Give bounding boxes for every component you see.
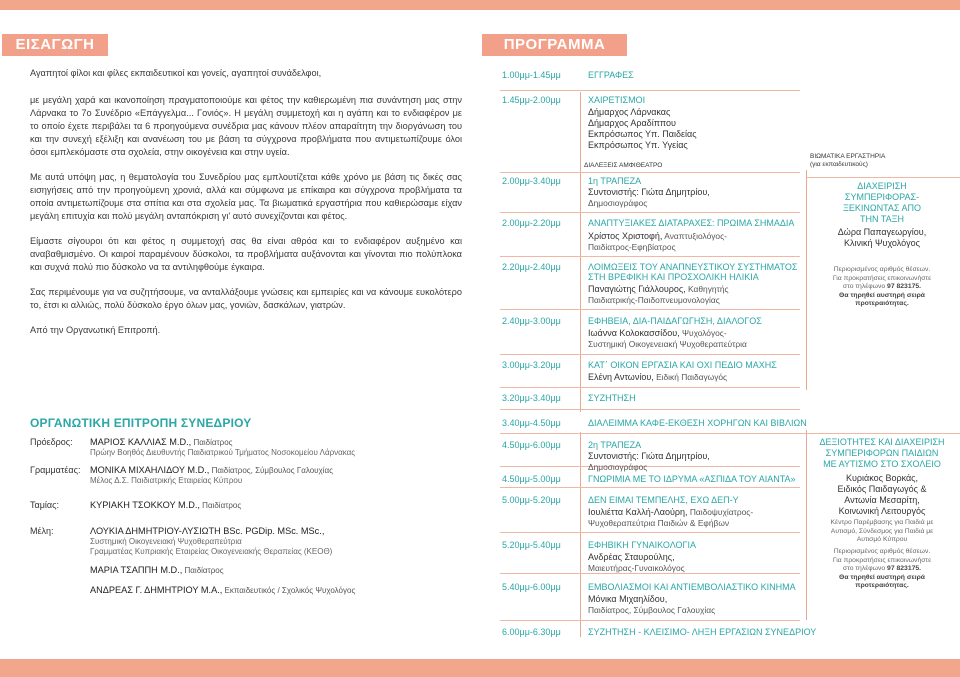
org-name: ΚΥΡΙΑΚΗ ΤΣΟΚΚΟΥ M.D., [90, 500, 200, 510]
org-title: Εκπαιδευτικός / Σχολικός Ψυχολόγος [222, 586, 356, 595]
timeline-divider [580, 92, 581, 412]
note-line: Περιορισμένος αριθμός θέσεων. [833, 266, 931, 273]
org-member-2 [30, 565, 470, 577]
workshop-divider [806, 430, 807, 620]
session-time: 4.50μμ-5.00μμ [502, 474, 561, 484]
session-details [588, 328, 747, 350]
row-separator [500, 172, 800, 173]
speaker-name: Ιουλιέττα Καλλή-Λαούρη, [588, 507, 688, 517]
note-line: Για προκρατήσεις επικοινωνήστε [832, 274, 932, 282]
session-title: ΕΦΗΒΙΚΗ ΓΥΝΑΙΚΟΛΟΓΙΑ [588, 540, 696, 550]
session-time: 1.00μμ-1.45μμ [502, 70, 561, 80]
speaker-name: Ανδρέας Σταυρούλης, [588, 552, 675, 562]
row-separator [500, 620, 800, 621]
intro-paragraph-3: Είμαστε σίγουροι ότι και φέτος η συμμετοχή σας θα είναι αθρόα και το ενδιαφέρον αυξημένο και αναβαθμισμένο. Οι καιροί παραμένουν δύσκολοι, τα προβλήματα αυξάνονται και γίνονται πιο πολύπλοκα και συχνά πολύ πιο δύσκολο να τα αντιληφθούμε έγκαιρα. [30, 236, 462, 272]
org-subtitle: Συστημική Οικογενειακή Ψυχοθεραπεύτρια [90, 537, 242, 546]
org-subtitle: Πρώην Βοηθός Διευθυντής Παιδιατρικού Τμήματος Νοσοκομείου Λάρνακας [90, 448, 356, 457]
session-time: 3.20μμ-3.40μμ [502, 393, 561, 403]
note-line: Περιορισμένος αριθμός θέσεων. [833, 548, 931, 555]
session-title: 2η ΤΡΑΠΕΖΑ [588, 440, 642, 450]
session-title: ΔΙΑΛΕΙΜΜΑ ΚΑΦΕ-ΕΚΘΕΣΗ ΧΟΡΗΓΩΝ ΚΑΙ ΒΙΒΛΙΩΝ [588, 418, 807, 428]
program-schedule [500, 0, 960, 677]
speaker-name: Κυριάκος Βορκάς, [845, 473, 919, 483]
speaker-title: Αναπτυξιολόγος- [662, 231, 727, 241]
note-line: προτεραιότητας. [855, 582, 909, 590]
session-details [588, 552, 685, 574]
session-details [588, 187, 710, 209]
session-title-cont: ΣΤΗ ΒΡΕΦΙΚΗ ΚΑΙ ΠΡΟΣΧΟΛΙΚΗ ΗΛΙΚΙΑ [588, 272, 759, 282]
org-title: Παιδίατρος [199, 501, 242, 510]
session-time: 3.00μμ-3.20μμ [502, 360, 561, 370]
row-separator [500, 256, 800, 257]
org-chair [30, 437, 470, 459]
session-time: 5.20μμ-5.40μμ [502, 540, 561, 550]
session-title: 1η ΤΡΑΠΕΖΑ [588, 176, 642, 186]
org-role: Ταμίας: [30, 500, 59, 510]
session-time: 2.40μμ-3.00μμ [502, 316, 561, 326]
org-name: ΜΟΝΙΚΑ ΜΙΧΑΗΛΙΔΟΥ M.D., [90, 465, 210, 475]
amphitheatre-heading: ΔΙΑΛΕΞΕΙΣ ΑΜΦΙΘΕΑΤΡΟ [584, 162, 663, 169]
speaker-title: Ειδικός Παιδαγωγός & [837, 484, 927, 494]
speaker-title: Μαιευτήρας-Γυναικολόγος [588, 563, 685, 573]
session-line: Εκπρόσωπος Υπ. Υγείας [588, 140, 688, 150]
session-title: ΑΝΑΠΤΥΞΙΑΚΕΣ ΔΙΑΤΑΡΑΧΕΣ: ΠΡΩΙΜΑ ΣΗΜΑΔΙΑ [588, 218, 795, 228]
session-line: Δήμαρχος Αραδίππου [588, 118, 676, 128]
org-name: ΜΑΡΙΟΣ ΚΑΛΛΙΑΣ M.D., [90, 437, 192, 447]
workshop-1-title [812, 181, 952, 225]
session-line: Συντονιστής: Γιώτα Δημητρίου, [588, 451, 710, 461]
intro-signature: Από την Οργανωτική Επιτροπή. [30, 325, 161, 335]
workshop-title-line: ΤΗΝ ΤΑΞΗ [859, 214, 904, 224]
session-time: 2.00μμ-2.20μμ [502, 218, 561, 228]
org-role: Γραμματέας: [30, 465, 81, 475]
speaker-name: Ιωάννα Κολοκασσίδου, [588, 328, 680, 338]
row-separator [500, 354, 800, 355]
session-line: Συντονιστής: Γιώτα Δημητρίου, [588, 187, 710, 197]
session-details [588, 507, 753, 529]
speaker-title: Ψυχολόγος- [679, 328, 727, 338]
session-time: 5.40μμ-6.00μμ [502, 582, 561, 592]
session-line: Δήμαρχος Λάρνακας [588, 107, 671, 117]
row-separator [500, 309, 800, 310]
speaker-title: Συστημική Οικογενειακή Ψυχοθεραπεύτρια [588, 339, 747, 349]
session-title: ΧΑΙΡΕΤΙΣΜΟΙ [588, 95, 646, 105]
phone-number: 97 823175. [887, 565, 922, 573]
workshop-title-line: ΣΥΜΠΕΡΙΦΟΡΑΣ- [844, 192, 920, 202]
session-details [588, 284, 729, 306]
session-title: ΕΓΓΡΑΦΕΣ [588, 70, 634, 80]
bottom-decor-bar [0, 659, 960, 677]
workshop-1-speaker [812, 227, 952, 249]
program-heading: ΠΡΟΓΡΑΜΜΑ [482, 34, 627, 56]
row-separator [806, 177, 960, 178]
org-name: ΜΑΡΙΑ ΤΣΑΠΠΗ M.D., [90, 565, 183, 575]
workshop-title-line: ΔΕΞΙΟΤΗΤΕΣ ΚΑΙ ΔΙΑΧΕΙΡΙΣΗ [819, 437, 945, 447]
speaker-name: Χρίστος Χριστοφή, [588, 231, 663, 241]
intro-paragraph-4: Σας περιμένουμε για να συζητήσουμε, να ανταλλάξουμε γνώσεις και εμπειρίες και να κάνουμε ευκολότερο το, έτσι κι αλλιώς, πολύ δύσκολο έργο όλων μας, γονιών, δασκάλων, γιατρών. [30, 287, 462, 310]
speaker-title: Ειδική Παιδαγωγός [653, 372, 728, 382]
session-details [588, 231, 727, 253]
workshop-2-org [810, 519, 954, 545]
note-line: στο τηλέφωνο [842, 565, 888, 573]
session-line: Εκπρόσωπος Υπ. Παιδείας [588, 129, 697, 139]
session-line: Δημοσιογράφος [588, 198, 648, 208]
workshops-heading: ΒΙΩΜΑΤΙΚΑ ΕΡΓΑΣΤΗΡΙΑ [810, 153, 886, 160]
org-member-1 [30, 526, 470, 558]
speaker-title: Παιδίατρος, Σύμβουλος Γαλουχίας [588, 605, 716, 615]
session-line: Δημοσιογράφος [588, 462, 648, 472]
speaker-title: Καθηγητής [685, 284, 729, 294]
session-details [588, 594, 715, 616]
org-name: ΛΟΥΚΙΑ ΔΗΜΗΤΡΙΟΥ-ΛΥΣΙΩΤΗ BSc. PGDip. MSc. MSc., [90, 526, 325, 536]
session-details [588, 107, 697, 151]
session-time: 3.40μμ-4.50μμ [502, 418, 561, 428]
session-title: ΛΟΙΜΩΞΕΙΣ ΤΟΥ ΑΝΑΠΝΕΥΣΤΙΚΟΥ ΣΥΣΤΗΜΑΤΟΣ [588, 262, 798, 272]
note-line: στο τηλέφωνο [842, 283, 888, 291]
note-line: Αυτισμό, Σύνδεσμος για Παιδιά με [830, 527, 934, 535]
workshop-title-line: ΜΕ ΑΥΤΙΣΜΟ ΣΤΟ ΣΧΟΛΕΙΟ [823, 459, 941, 469]
row-separator [500, 487, 800, 488]
speaker-name: Δώρα Παπαγεωργίου, [837, 227, 927, 237]
speaker-title: Παιδοψυχίατρος- [687, 507, 754, 517]
speaker-title: Παιδίατρος-Εφηβίατρος [588, 242, 676, 252]
timeline-divider [580, 432, 581, 637]
intro-paragraph-1: με μεγάλη χαρά και ικανοποίηση πραγματοποιούμε και φέτος την καθιερωμένη πια συνάντηση μας στην Λάρνακα το 7ο Συνέδριο «Επάγγελμα... Γονιός». Η μεγάλη συμμετοχή και η αγάπη και το ενδιαφέρον με το οποίο έχετε περιβάλει τα 6 προηγούμενα συνέδρια μας κάνουν πλέον απαραίτητη την διοργάνωση του και την συνεχή εξέλιξη και ανανέωση του με βάση τα σύγχρονα προβλήματα που αντιμετωπίζουμε όλοι όσοι εμπλεκόμαστε στα σχολεία, στην οικογένεια και στην υγεία. [30, 95, 462, 157]
intro-heading: ΕΙΣΑΓΩΓΗ [2, 34, 108, 56]
org-title: Παιδίατρος [182, 566, 224, 575]
session-title: ΣΥΖΗΤΗΣΗ - ΚΛΕΙΣΙΜΟ- ΛΗΞΗ ΕΡΓΑΣΙΩΝ ΣΥΝΕΔΡΙΟΥ [588, 627, 817, 637]
workshops-subheading: (για εκπαιδευτικούς) [810, 161, 868, 168]
session-time: 5.00μμ-5.20μμ [502, 495, 561, 505]
org-subtitle: Γραμματέας Κυπριακής Εταιρείας Οικογενειακής Θεραπείας (ΚΕΟΘ) [90, 547, 333, 556]
org-title: Παιδίατρος, Σύμβουλος Γαλουχίας [209, 466, 334, 475]
workshop-title-line: ΣΥΜΠΕΡΙΦΟΡΩΝ ΠΑΙΔΙΩΝ [825, 448, 939, 458]
session-time: 2.00μμ-3.40μμ [502, 176, 561, 186]
workshop-2-speakers [812, 473, 952, 517]
workshop-2-title [812, 437, 952, 470]
workshop-title-line: ΔΙΑΧΕΙΡΙΣΗ [857, 181, 907, 191]
session-time: 2.20μμ-2.40μμ [502, 262, 561, 272]
org-treasurer [30, 500, 470, 512]
speaker-name: Ελένη Αντωνίου, [588, 372, 654, 382]
org-title: Παιδίατρος [191, 438, 233, 447]
speaker-name: Παναγιώτης Γιάλλουρος, [588, 284, 686, 294]
row-separator [500, 532, 800, 533]
session-title: ΔΕΝ ΕΙΜΑΙ ΤΕΜΠΕΛΗΣ, ΕΧΩ ΔΕΠ-Υ [588, 495, 739, 505]
session-title: ΣΥΖΗΤΗΣΗ [588, 393, 636, 403]
org-role: Πρόεδρος: [30, 437, 73, 447]
note-line: Θα τηρηθεί αυστηρή σειρά [839, 573, 925, 581]
speaker-title: Κλινική Ψυχολόγος [844, 238, 920, 248]
org-committee-title: ΟΡΓΑΝΩΤΙΚΗ ΕΠΙΤΡΟΠΗ ΣΥΝΕΔΡΙΟΥ [30, 416, 252, 430]
speaker-name: Μόνικα Μιχαηλίδου, [588, 594, 668, 604]
speaker-title: Κοινωνική Λειτουργός [838, 506, 926, 516]
intro-text [30, 67, 462, 349]
row-separator [500, 409, 800, 410]
note-line: Θα τηρηθεί αυστηρή σειρά [839, 291, 925, 299]
note-line: προτεραιότητας. [855, 300, 909, 308]
row-separator [500, 387, 800, 388]
workshop-2-note [810, 548, 954, 591]
workshop-1-note [810, 266, 954, 309]
workshop-divider [806, 170, 807, 390]
speaker-name: Αντωνία Μεσαρίτη, [844, 495, 920, 505]
session-time: 1.45μμ-2.00μμ [502, 95, 561, 105]
session-time: 6.00μμ-6.30μμ [502, 627, 561, 637]
session-details [588, 451, 710, 473]
row-separator [500, 433, 960, 434]
org-subtitle: Μέλος Δ.Σ. Παιδιατρικής Εταιρείας Κύπρου [90, 476, 243, 485]
row-separator [500, 90, 800, 91]
phone-number: 97 823175. [887, 283, 922, 291]
session-title: ΕΦΗΒΕΙΑ, ΔΙΑ-ΠΑΙΔΑΓΩΓΗΣΗ, ΔΙΑΛΟΓΟΣ [588, 316, 762, 326]
org-name: ΑΝΔΡΕΑΣ Γ. ΔΗΜΗΤΡΙΟΥ M.A., [90, 585, 223, 595]
row-separator [500, 212, 800, 213]
note-line: Για προκρατήσεις επικοινωνήστε [832, 556, 932, 564]
session-title: ΕΜΒΟΛΙΑΣΜΟΙ ΚΑΙ ΑΝΤΙΕΜΒΟΛΙΑΣΤΙΚΟ ΚΙΝΗΜΑ [588, 582, 796, 592]
note-line: Αυτισμό Κύπρου [856, 536, 908, 544]
note-line: Κέντρο Παρέμβασης για Παιδιά με [830, 519, 934, 526]
session-title: ΓΝΩΡΙΜΙΑ ΜΕ ΤΟ ΙΔΡΥΜΑ «ΑΣΠΙΔΑ ΤΟΥ ΑΙΑΝΤΑ» [588, 474, 796, 484]
session-title: ΚΑΤ΄ ΟΙΚΟΝ ΕΡΓΑΣΙΑ ΚΑΙ ΟΧΙ ΠΕΔΙΟ ΜΑΧΗΣ [588, 360, 777, 370]
speaker-title: Ψυχοθεραπεύτρια Παιδιών & Εφήβων [588, 518, 730, 528]
intro-paragraph-2: Με αυτά υπόψη μας, η θεματολογία του Συνεδρίου μας εμπλουτίζεται κάθε χρόνο με βάση τις δικές σας εισηγήσεις από την προηγούμενη χρονιά, αλλά και σύμφωνα με επίκαιρα και σύγχρονα προβλήματα τα οποία αντιμετωπίζουμε στα σπίτια και στα σχολεία μας. Τα βιωματικά εργαστήρια που καθιερώσαμε είχαν μεγάλη επιτυχία και πολύ μεγάλη ανταπόκριση γι' αυτό συνεχίζονται και φέτος. [30, 172, 462, 221]
session-details [588, 372, 727, 383]
speaker-title: Παιδιατρικής-Παιδοπνευμονολογίας [588, 295, 720, 305]
org-committee [30, 437, 470, 597]
org-member-3 [30, 585, 470, 597]
workshop-title-line: ΞΕΚΙΝΩΝΤΑΣ ΑΠΟ [843, 203, 921, 213]
org-role: Μέλη: [30, 526, 54, 536]
org-secretary [30, 465, 470, 487]
intro-greeting: Αγαπητοί φίλοι και φίλες εκπαιδευτικοί και γονείς, αγαπητοί συνάδελφοι, [30, 68, 322, 78]
session-time: 4.50μμ-6.00μμ [502, 440, 561, 450]
